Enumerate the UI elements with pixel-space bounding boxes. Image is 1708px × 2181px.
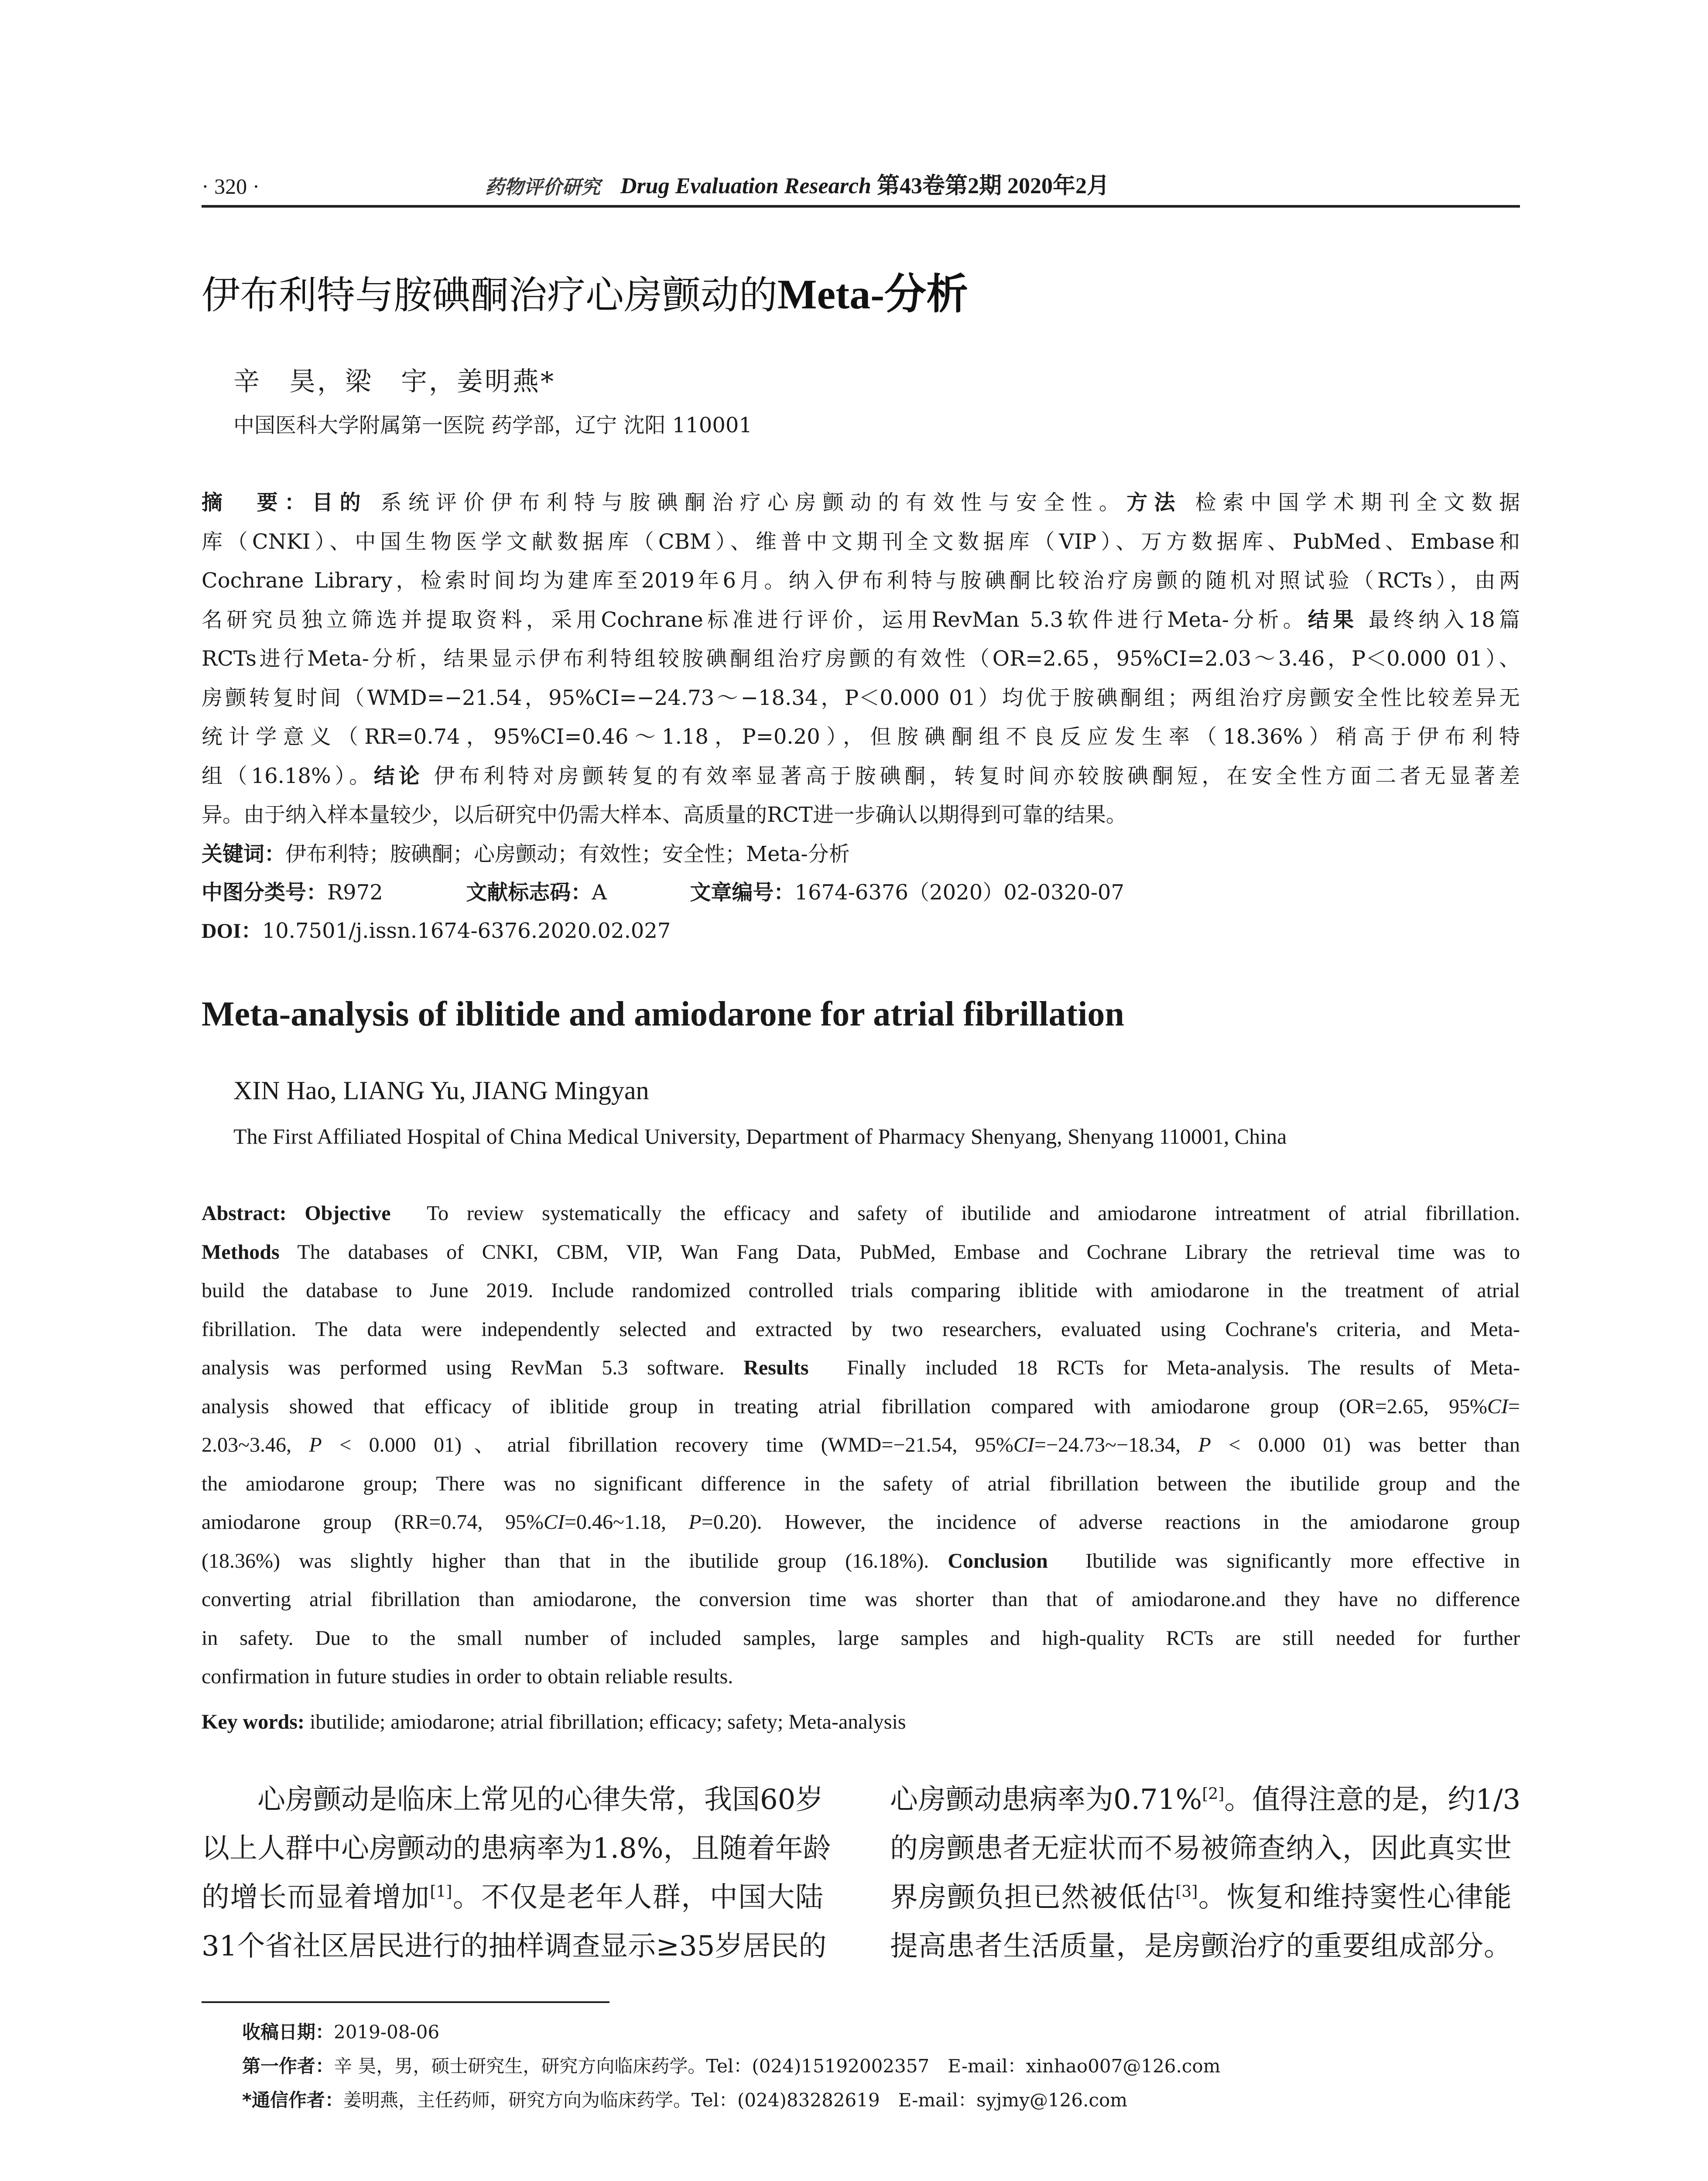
abstract-en-line: the amiodarone group; There was no significant difference in the safety of atrial fibrillation between the ibutilide group and the xyxy=(202,1472,1520,1495)
body-line: 以上人群中心房颤动的患病率为1.8%，且随着年龄 xyxy=(202,1832,831,1865)
title-zh xyxy=(202,268,968,321)
keywords-zh xyxy=(202,835,1520,873)
article-number-label: 文章编号： xyxy=(690,880,795,905)
page-number: · 320 · xyxy=(202,174,260,198)
abstract-zh-text: 伊布利特对房颤转复的有效率显著高于胺碘酮，转复时间亦较胺碘酮短，在安全性方面二者无显著差 xyxy=(423,763,1520,788)
title-zh-suffix: Meta-分析 xyxy=(777,271,969,318)
abstract-en-line: converting atrial fibrillation than amiodarone, the conversion time was shorter than that of amiodarone.and they have no difference xyxy=(202,1588,1520,1611)
abstract-zh-line xyxy=(202,757,1520,796)
abstract-zh-line xyxy=(202,679,1520,718)
abstract-en-line: in safety. Due to the small number of included samples, large samples and high-quality RCTs are still needed for further xyxy=(202,1626,1520,1650)
footnote-text: 2019-08-06 xyxy=(334,2021,440,2043)
abstract-zh xyxy=(202,483,1520,950)
abstract-zh-line xyxy=(202,561,1520,601)
authors-en: XIN Hao, LIANG Yu, JIANG Mingyan xyxy=(233,1076,649,1105)
abstract-en-line: build the database to June 2019. Include randomized controlled trials comparing iblitide with amiodarone in the treatment of atrial xyxy=(202,1279,1520,1302)
abstract-en-line: analysis showed that efficacy of iblitide group in treating atrial fibrillation compared with amiodarone group (OR=2.65, 95%CI= xyxy=(202,1395,1520,1418)
abstract-zh-text: 组（16.18%）。 xyxy=(202,763,374,788)
doc-code-value: A xyxy=(592,880,607,905)
doi-value: 10.7501/j.issn.1674-6376.2020.02.027 xyxy=(262,918,671,943)
body-column-left xyxy=(202,1775,831,1971)
abstract-en xyxy=(202,1194,1520,1696)
affiliation-en: The First Affiliated Hospital of China Medical University, Department of Pharmacy Shenyang, Shenyang 110001, China xyxy=(233,1124,1287,1149)
clc-label: 中图分类号： xyxy=(202,880,328,905)
abstract-zh-text: 统计学意义（RR=0.74，95%CI=0.46～1.18，P=0.20），但胺碘酮组不良反应发生率（18.36%）稍高于伊布利特 xyxy=(202,725,1520,749)
body-line: 31个省社区居民进行的抽样调查显示≥35岁居民的 xyxy=(202,1930,827,1962)
footnote-label: *通信作者： xyxy=(242,2089,343,2111)
body-line: 的增长而显着增加[1]。不仅是老年人群，中国大陆 xyxy=(202,1881,824,1914)
abstract-en-line: amiodarone group (RR=0.74, 95%CI=0.46~1.18, P=0.20). However, the incidence of adverse reactions in the amiodarone group xyxy=(202,1511,1520,1534)
keywords-en-label: Key words: xyxy=(202,1710,305,1733)
footnotes xyxy=(242,2015,1221,2117)
running-header xyxy=(202,171,1520,208)
body-column-right xyxy=(890,1775,1521,1971)
abstract-en-line: 2.03~3.46, P < 0.000 01)、atrial fibrillation recovery time (WMD=−21.54, 95%CI=−24.73~−18.34, P < 0.000 01) was better than xyxy=(202,1433,1520,1456)
footnote xyxy=(242,2015,1221,2049)
article-number-value: 1674-6376（2020）02-0320-07 xyxy=(794,880,1124,905)
doc-code-label: 文献标志码： xyxy=(466,880,592,905)
footnote-text: 姜明燕，主任药师，研究方向为临床药学。Tel：(024)83282619 E-mail：syjmy@126.com xyxy=(343,2089,1128,2111)
journal-info xyxy=(620,171,1109,202)
abstract-zh-line xyxy=(202,718,1520,757)
abstract-zh-line xyxy=(202,639,1520,679)
journal-issue: 第43卷第2期 2020年2月 xyxy=(876,174,1109,198)
authors-zh: 辛 昊，梁 宇，姜明燕* xyxy=(233,366,555,397)
journal-name: Drug Evaluation Research xyxy=(620,174,871,198)
body-line: 提高患者生活质量，是房颤治疗的重要组成部分。 xyxy=(890,1930,1512,1962)
abstract-zh-text: 名研究员独立筛选并提取资料，采用Cochrane标准进行评价，运用RevMan 5.3软件进行Meta-分析。 xyxy=(202,607,1308,632)
title-zh-prefix: 伊布利特与胺碘酮治疗心房颤动的 xyxy=(202,273,778,318)
abstract-zh-text: RCTs进行Meta-分析，结果显示伊布利特组较胺碘酮组治疗房颤的有效性（OR=2.65，95%CI=2.03～3.46，P＜0.000 01）、 xyxy=(202,646,1520,671)
footnote-text: 辛 昊，男，硕士研究生，研究方向临床药学。Tel：(024)15192002357 E-mail：xinhao007@126.com xyxy=(334,2055,1221,2077)
abstract-zh-line xyxy=(202,796,1520,835)
abstract-en-line: Abstract: Objective To review systematically the efficacy and safety of ibutilide and amiodarone intreatment of atrial fibrillation. xyxy=(202,1202,1520,1225)
body-line: 心房颤动患病率为0.71%[2]。值得注意的是，约1/3 xyxy=(890,1784,1521,1816)
keywords-en xyxy=(202,1705,906,1740)
footnote-rule xyxy=(202,2001,609,2003)
abstract-zh-section-label: 结论 xyxy=(373,763,424,788)
abstract-zh-section-label: 方法 xyxy=(1126,490,1182,515)
journal-logo: 药物评价研究 xyxy=(485,176,600,198)
abstract-zh-lines xyxy=(202,483,1520,835)
abstract-zh-line xyxy=(202,601,1520,640)
footnote-label: 收稿日期： xyxy=(242,2021,334,2043)
keywords-zh-value: 伊布利特；胺碘酮；心房颤动；有效性；安全性；Meta-分析 xyxy=(285,841,850,866)
abstract-zh-line xyxy=(202,523,1520,562)
abstract-zh-text: Cochrane Library，检索时间均为建库至2019年6月。纳入伊布利特与胺碘酮比较治疗房颤的随机对照试验（RCTs），由两 xyxy=(202,568,1520,593)
abstract-zh-section-label: 目的 xyxy=(312,490,367,515)
abstract-zh-text: 房颤转复时间（WMD=−21.54，95%CI=−24.73～−18.34，P＜0.000 01）均优于胺碘酮组；两组治疗房颤安全性比较差异无 xyxy=(202,685,1520,710)
keywords-zh-label: 关键词： xyxy=(202,841,286,866)
abstract-en-line: Methods The databases of CNKI, CBM, VIP, Wan Fang Data, PubMed, Embase and Cochrane Library the retrieval time was to xyxy=(202,1240,1520,1264)
body-line: 心房颤动是临床上常见的心律失常，我国60岁 xyxy=(257,1784,824,1816)
title-en: Meta-analysis of iblitide and amiodarone for atrial fibrillation xyxy=(202,995,1124,1033)
abstract-zh-text: 库（CNKI）、中国生物医学文献数据库（CBM）、维普中文期刊全文数据库（VIP）、万方数据库、PubMed、Embase和 xyxy=(202,529,1520,554)
doi-label: DOI： xyxy=(202,919,262,943)
affiliation-zh: 中国医科大学附属第一医院 药学部，辽宁 沈阳 110001 xyxy=(233,413,753,438)
keywords-en-value: ibutilide; amiodarone; atrial fibrillation; efficacy; safety; Meta-analysis xyxy=(304,1710,906,1733)
abstract-en-line: analysis was performed using RevMan 5.3 software. Results Finally included 18 RCTs for Meta-analysis. The results of Meta- xyxy=(202,1356,1520,1379)
abstract-en-line: confirmation in future studies in order to obtain reliable results. xyxy=(202,1665,733,1688)
footnote xyxy=(242,2049,1221,2083)
footnote xyxy=(242,2083,1221,2117)
abstract-zh-line xyxy=(202,483,1520,523)
abstract-zh-text: 系统评价伊布利特与胺碘酮治疗心房颤动的有效性与安全性。 xyxy=(367,490,1127,515)
abstract-zh-text: 检索中国学术期刊全文数据 xyxy=(1181,490,1520,515)
body-line: 界房颤负担已然被低估[3]。恢复和维持窦性心律能 xyxy=(890,1881,1512,1914)
footnote-label: 第一作者： xyxy=(242,2055,334,2077)
classification-line xyxy=(202,873,1520,912)
abstract-en-line: fibrillation. The data were independently selected and extracted by two researchers, evaluated using Cochrane's criteria, and Meta- xyxy=(202,1317,1520,1341)
abstract-zh-text: 最终纳入18篇 xyxy=(1358,607,1520,632)
abstract-en-line: (18.36%) was slightly higher than that in the ibutilide group (16.18%). Conclusion Ibutilide was significantly more effective in xyxy=(202,1549,1520,1573)
abstract-zh-text: 异。由于纳入样本量较少，以后研究中仍需大样本、高质量的RCT进一步确认以期得到可靠的结果。 xyxy=(202,803,1127,827)
doi-line xyxy=(202,912,1520,950)
body-line: 的房颤患者无症状而不易被筛查纳入，因此真实世 xyxy=(890,1832,1512,1865)
header-rule xyxy=(202,205,1520,208)
clc-value: R972 xyxy=(327,880,383,905)
abstract-zh-section-label: 结果 xyxy=(1308,607,1358,632)
abstract-zh-label: 摘 要： xyxy=(202,490,312,515)
